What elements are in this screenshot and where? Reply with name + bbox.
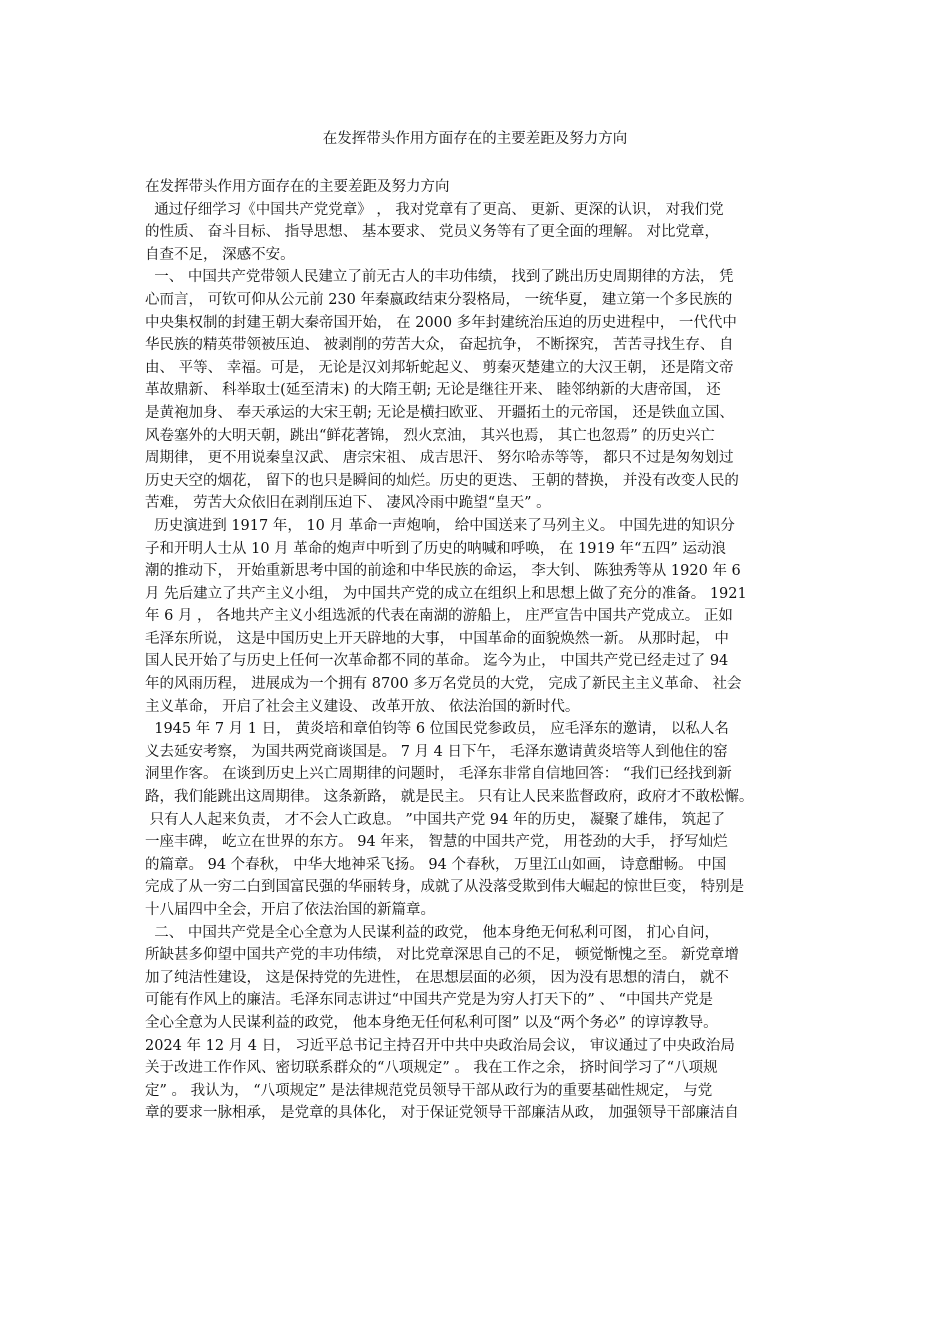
text-line: 年的风雨历程， 进展成为一个拥有 8700 多万名党员的大党， 完成了新民主主义革命、 社会 [145, 676, 742, 693]
text-line: 的篇章。 94 个春秋， 中华大地神采飞扬。 94 个春秋， 万里江山如画， 诗意酣畅。 中国 [145, 856, 727, 873]
text-line: 周期律， 更不用说秦皇汉武、 唐宗宋祖、 成吉思汗、 努尔哈赤等等， 都只不过是匆匆划过 [145, 450, 734, 467]
text-line: 章的要求一脉相承， 是党章的具体化， 对于保证党领导干部廉洁从政， 加强领导干部廉洁自 [145, 1105, 739, 1122]
paragraph [145, 515, 810, 718]
paragraph [145, 922, 810, 1125]
text-line: 定” 。 我认为， “八项规定” 是法律规范党员领导干部从政行为的重要基础性规定， 与党 [145, 1082, 713, 1099]
text-line: 苦难， 劳苦大众依旧在剥削压迫下、 凄风冷雨中跪望“皇天” 。 [145, 495, 551, 512]
document-body [145, 176, 810, 1125]
text-line: 子和开明人士从 10 月 革命的炮声中听到了历史的呐喊和呼唤， 在 1919 年“五四” 运动浪 [145, 540, 726, 557]
text-line: 中央集权制的封建王朝大秦帝国开始， 在 2000 多年封建统治压迫的历史进程中， 一代代中 [145, 314, 737, 331]
text-line: 心而言， 可钦可仰从公元前 230 年秦嬴政结束分裂格局， 一统华夏， 建立第一个多民族的 [145, 291, 733, 308]
text-line: 月 先后建立了共产主义小组， 为中国共产党的成立在组织上和思想上做了充分的准备。 1921 [145, 585, 747, 602]
text-line: 可能有作风上的廉洁。毛泽东同志讲过“中国共产党是为穷人打天下的” 、 “中国共产党是 [145, 992, 713, 1009]
text-line: 历史演进到 1917 年， 10 月 革命一声炮响， 给中国送来了马列主义。 中国先进的知识分 [145, 517, 735, 534]
text-line: 一座丰碑， 屹立在世界的东方。 94 年来， 智慧的中国共产党， 用苍劲的大手， 抒写灿烂 [145, 834, 728, 851]
text-line: 主义革命， 开启了社会主义建设、 改革开放、 依法治国的新时代。 [145, 698, 580, 715]
text-line: 2024 年 12 月 4 日， 习近平总书记主持召开中共中央政治局会议， 审议通过了中央政治局 [145, 1037, 735, 1054]
text-line: 洞里作客。 在谈到历史上兴亡周期律的问题时， 毛泽东非常自信地回答： “我们已经找到新 [145, 766, 732, 783]
text-line: 由、 平等、 幸福。可是， 无论是汉刘邦斩蛇起义、 剪秦灭楚建立的大汉王朝， 还是隋文帝 [145, 359, 734, 376]
text-line: 是黄袍加身、 奉天承运的大宋王朝; 无论是横扫欧亚、 开疆拓土的元帝国， 还是铁血立国、 [145, 404, 734, 421]
text-line: 所缺甚多仰望中国共产党的丰功伟绩， 对比党章深思自己的不足， 顿觉惭愧之至。 新党章增 [145, 947, 739, 964]
text-line: 国人民开始了与历史上任何一次革命都不同的革命。 迄今为止， 中国共产党已经走过了 94 [145, 653, 729, 670]
paragraph-list [145, 199, 810, 1125]
text-line: 只有人人起来负责， 才不会人亡政息。 ”中国共产党 94 年的历史， 凝聚了雄伟， 筑起了 [145, 811, 726, 828]
text-line: 1945 年 7 月 1 日， 黄炎培和章伯钧等 6 位国民党参政员， 应毛泽东的邀请， 以私人名 [145, 721, 729, 738]
text-line: 一、 中国共产党带领人民建立了前无古人的丰功伟绩， 找到了跳出历史周期律的方法， 凭 [145, 269, 734, 286]
text-line: 年 6 月 ， 各地共产主义小组选派的代表在南湖的游船上， 庄严宣告中国共产党成立。 正如 [145, 608, 733, 625]
text-line: 革故鼎新、 科举取士(延至清末) 的大隋王朝; 无论是继往开来、 睦邻纳新的大唐帝国， 还 [145, 382, 721, 399]
paragraph [145, 199, 810, 267]
page-title: 在发挥带头作用方面存在的主要差距及努力方向 [322, 131, 628, 147]
paragraph [145, 266, 810, 515]
text-line: 关于改进工作作风、密切联系群众的“八项规定” 。 我在工作之余， 挤时间学习了“八项规 [145, 1060, 718, 1077]
document-heading: 在发挥带头作用方面存在的主要差距及努力方向 [145, 179, 450, 195]
text-line: 历史天空的烟花， 留下的也只是瞬间的灿烂。历史的更迭、 王朝的替换， 并没有改变人民的 [145, 472, 739, 489]
text-line: 十八届四中全会，开启了依法治国的新篇章。 [145, 902, 435, 918]
text-line: 义去延安考察， 为国共两党商谈国是。 7 月 4 日下午， 毛泽东邀请黄炎培等人到他住的窑 [145, 743, 728, 760]
text-line: 完成了从一穷二白到国富民强的华丽转身，成就了从没落受欺到伟大崛起的惊世巨变， 特别是 [145, 879, 745, 896]
text-line: 的性质、 奋斗目标、 指导思想、 基本要求、 党员义务等有了更全面的理解。 对比党章， [145, 224, 720, 241]
text-line: 毛泽东所说， 这是中国历史上开天辟地的大事， 中国革命的面貌焕然一新。 从那时起， 中 [145, 630, 729, 647]
text-line: 自查不足， 深感不安。 [145, 246, 295, 263]
text-line: 通过仔细学习《中国共产党党章》 ， 我对党章有了更高、 更新、更深的认识， 对我们党 [145, 201, 724, 218]
text-line: 加了纯洁性建设， 这是保持党的先进性， 在思想层面的必须， 因为没有思想的清白， 就不 [145, 969, 729, 986]
text-line: 潮的推动下， 开始重新思考中国的前途和中华民族的命运， 李大钊、 陈独秀等从 1920 年 6 [145, 563, 741, 580]
text-line: 全心全意为人民谋利益的政党， 他本身绝无任何私利可图” 以及“两个务必” 的谆谆教导。 [145, 1014, 718, 1031]
text-line: 华民族的精英带领被压迫、 被剥削的劳苦大众， 奋起抗争， 不断探究， 苦苦寻找生存、 自 [145, 337, 734, 354]
text-line: 二、 中国共产党是全心全意为人民谋利益的政党， 他本身绝无何私利可图， 扪心自问， [145, 924, 720, 941]
text-line: 路，我们能跳出这周期律。 这条新路， 就是民主。 只有让人民来监督政府，政府才不敢松懈。 [145, 789, 754, 806]
paragraph [145, 718, 810, 921]
text-line: 风卷塞外的大明天朝，跳出“鲜花著锦， 烈火烹油， 其兴也焉， 其亡也忽焉” 的历史兴亡 [145, 427, 715, 444]
